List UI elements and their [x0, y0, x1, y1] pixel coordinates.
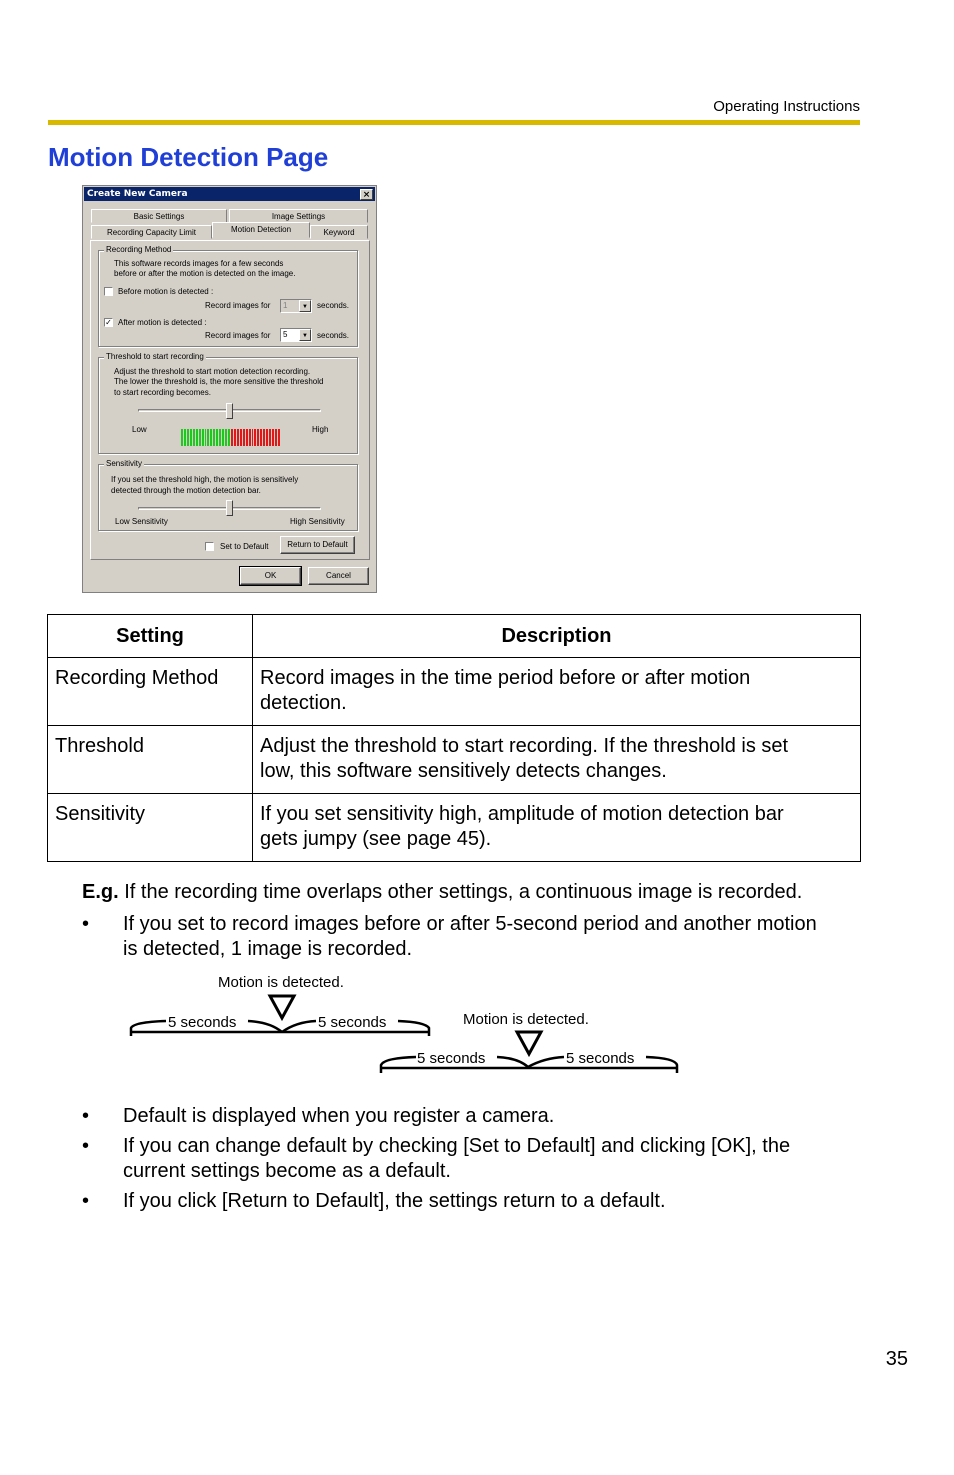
dialog-title-bar: [84, 187, 375, 201]
tab-recording-capacity-limit[interactable]: Recording Capacity Limit: [91, 225, 212, 239]
bullet-text: [123, 1104, 862, 1129]
before-motion-checkbox[interactable]: [104, 287, 113, 296]
after-motion-checkbox[interactable]: [104, 318, 113, 327]
table-row: [48, 794, 861, 862]
meter-bar: [222, 429, 224, 446]
meter-bar: [184, 429, 186, 446]
threshold-slider-thumb[interactable]: [226, 403, 233, 419]
description-cell: [253, 658, 861, 726]
bullet-text: [123, 1134, 862, 1184]
sensitivity-legend: Sensitivity: [106, 459, 143, 468]
meter-bar: [266, 429, 268, 446]
bullet-line: If you can change default by checking [Set to Default] and clicking [OK], the: [123, 1135, 791, 1157]
description-cell: [253, 726, 861, 794]
meter-bar: [260, 429, 262, 446]
table-row: [48, 658, 861, 726]
description-line: detection.: [260, 692, 347, 714]
recording-method-desc: This software records images for a few seconds: [114, 259, 284, 268]
page-title: Motion Detection Page: [48, 142, 329, 172]
meter-bar: [202, 429, 204, 446]
before-motion-label: Before motion is detected :: [118, 287, 214, 296]
before-seconds-value: 1: [283, 301, 288, 310]
meter-bar: [275, 429, 277, 446]
recording-method-legend: Recording Method: [106, 245, 172, 254]
meter-bar: [263, 429, 265, 446]
meter-bar: [249, 429, 251, 446]
meter-bar: [210, 429, 212, 446]
bullet-line: Default is displayed when you register a camera.: [123, 1105, 555, 1127]
example-text: If the recording time overlaps other settings, a continuous image is recorded.: [118, 881, 803, 903]
meter-bar: [278, 429, 280, 446]
set-to-default-label: Set to Default: [220, 542, 269, 551]
meter-bar: [237, 429, 239, 446]
meter-bar: [213, 429, 215, 446]
meter-bar: [269, 429, 271, 446]
meter-bar: [257, 429, 259, 446]
description-cell: [253, 794, 861, 862]
after-seconds-unit: seconds.: [317, 331, 350, 340]
threshold-desc: The lower the threshold is, the more sensitive the threshold: [114, 377, 324, 386]
checkmark-icon: ✓: [105, 318, 112, 327]
bullet-text: [123, 1189, 862, 1214]
meter-bar: [240, 429, 242, 446]
setting-cell: Recording Method: [48, 658, 253, 726]
meter-bar: [243, 429, 245, 446]
meter-bar: [246, 429, 248, 446]
chevron-down-icon: ▼: [299, 329, 311, 341]
seconds-label: 5 seconds: [168, 1014, 237, 1031]
motion-detected-label-2: Motion is detected.: [463, 1011, 589, 1028]
setting-column-header: Setting: [48, 615, 253, 658]
close-icon[interactable]: ×: [360, 189, 373, 200]
threshold-legend: Threshold to start recording: [106, 352, 204, 361]
sensitivity-low-label: Low Sensitivity: [115, 517, 168, 526]
description-line: Record images in the time period before or after motion: [260, 667, 751, 689]
meter-bar: [196, 429, 198, 446]
settings-table: [47, 614, 861, 862]
seconds-label: 5 seconds: [566, 1050, 635, 1067]
bullet-line: current settings become as a default.: [123, 1160, 451, 1182]
meter-bar: [272, 429, 274, 446]
meter-bar: [181, 429, 183, 446]
motion-detected-label-1: Motion is detected.: [218, 974, 344, 991]
meter-bar: [187, 429, 189, 446]
description-column-header: Description: [253, 615, 861, 658]
meter-bar: [225, 429, 227, 446]
bullet-line: If you set to record images before or after 5-second period and another motion: [123, 913, 817, 935]
meter-bar: [234, 429, 236, 446]
sensitivity-high-label: High Sensitivity: [290, 517, 345, 526]
meter-bar: [216, 429, 218, 446]
description-line: If you set sensitivity high, amplitude of motion detection bar: [260, 803, 784, 825]
chevron-down-icon: ▼: [299, 300, 311, 312]
bullet-line: If you click [Return to Default], the settings return to a default.: [123, 1190, 666, 1212]
ok-button[interactable]: OK: [240, 567, 301, 585]
example-paragraph: [82, 881, 802, 904]
running-header: Operating Instructions: [713, 98, 860, 115]
table-header-row: [48, 615, 861, 658]
after-record-label: Record images for: [205, 331, 271, 340]
before-record-label: Record images for: [205, 301, 271, 310]
meter-bar: [190, 429, 192, 446]
meter-bar: [205, 429, 207, 446]
set-to-default-checkbox[interactable]: [205, 542, 214, 551]
bullet-icon: •: [82, 1105, 90, 1127]
meter-bar: [199, 429, 201, 446]
threshold-desc: to start recording becomes.: [114, 388, 211, 397]
sensitivity-slider-thumb[interactable]: [226, 500, 233, 516]
tab-keyword[interactable]: Keyword: [310, 225, 368, 239]
example-prefix: E.g.: [82, 881, 119, 903]
bullet-icon: •: [82, 1135, 90, 1157]
bullet-text: [123, 912, 862, 962]
threshold-high-label: High: [312, 425, 329, 434]
seconds-label: 5 seconds: [318, 1014, 387, 1031]
table-row: [48, 726, 861, 794]
after-seconds-value: 5: [283, 330, 288, 339]
setting-cell: Sensitivity: [48, 794, 253, 862]
description-line: gets jumpy (see page 45).: [260, 828, 492, 850]
seconds-label: 5 seconds: [417, 1050, 486, 1067]
meter-bar: [228, 429, 230, 446]
tab-image-settings[interactable]: Image Settings: [229, 209, 368, 223]
description-line: Adjust the threshold to start recording. If the threshold is set: [260, 735, 789, 757]
meter-bar: [219, 429, 221, 446]
after-motion-label: After motion is detected :: [118, 318, 207, 327]
after-seconds-select[interactable]: [280, 328, 312, 342]
header-rule: [48, 120, 860, 125]
meter-bar: [252, 429, 254, 446]
return-to-default-button[interactable]: Return to Default: [280, 536, 355, 554]
sensitivity-desc: If you set the threshold high, the motion is sensitively: [111, 475, 299, 484]
threshold-low-label: Low: [132, 425, 147, 434]
description-line: low, this software sensitively detects changes.: [260, 760, 667, 782]
timeline-diagram: [120, 970, 720, 1080]
threshold-desc: Adjust the threshold to start motion detection recording.: [114, 367, 311, 376]
before-seconds-select[interactable]: [280, 299, 312, 313]
meter-bar: [254, 429, 256, 446]
meter-bar: [207, 429, 209, 446]
tab-motion-detection[interactable]: Motion Detection: [212, 222, 310, 238]
before-seconds-unit: seconds.: [317, 301, 350, 310]
bullet-icon: •: [82, 913, 90, 935]
dialog-title: Create New Camera: [87, 189, 188, 199]
cancel-button[interactable]: Cancel: [308, 567, 369, 585]
sensitivity-desc: detected through the motion detection bar.: [111, 486, 261, 495]
motion-level-meter: [181, 429, 281, 446]
meter-bar: [193, 429, 195, 446]
setting-cell: Threshold: [48, 726, 253, 794]
bullet-icon: •: [82, 1190, 90, 1212]
tab-basic-settings[interactable]: Basic Settings: [91, 209, 227, 223]
bullet-line: is detected, 1 image is recorded.: [123, 938, 413, 960]
page-number: 35: [885, 1348, 908, 1370]
recording-method-desc: before or after the motion is detected on the image.: [114, 269, 296, 278]
meter-bar: [231, 429, 233, 446]
